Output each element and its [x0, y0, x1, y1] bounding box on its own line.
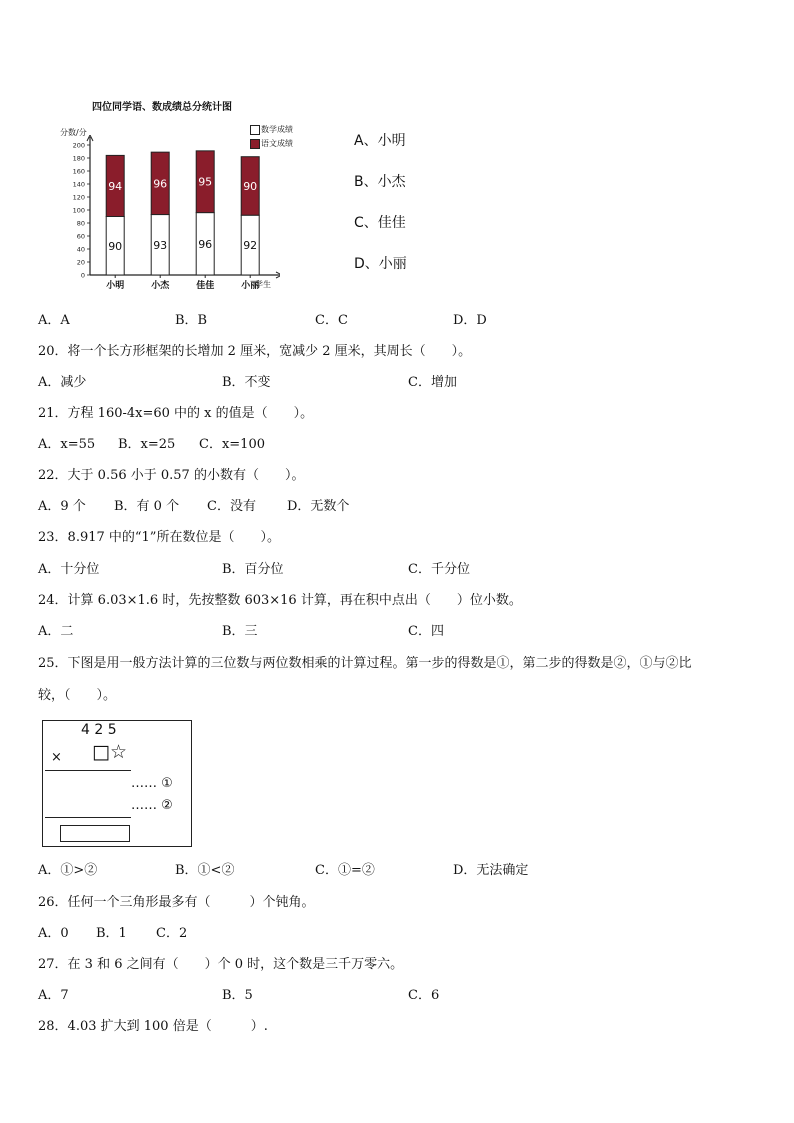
legend-label-math: 数学成绩	[261, 125, 293, 134]
chart-option-d[interactable]: D、小丽	[354, 256, 407, 272]
q25-text-line2: 较，（ ）。	[38, 688, 117, 703]
q19-option-a[interactable]: A．A	[38, 313, 70, 328]
q23-option-a[interactable]: A．十分位	[38, 562, 100, 577]
q20-option-c[interactable]: C．增加	[408, 375, 457, 390]
q24-option-b[interactable]: B．三	[222, 624, 258, 639]
multiplication-figure	[42, 720, 192, 847]
y-tick-label: 40	[76, 245, 85, 254]
chart-ticks	[73, 142, 90, 280]
chart-bars	[106, 151, 259, 275]
q21-option-c[interactable]: C．x=100	[199, 437, 265, 452]
q19-option-b[interactable]: B．B	[175, 313, 208, 328]
category-label: 小杰	[151, 281, 170, 290]
q26-option-c[interactable]: C．2	[156, 926, 188, 941]
q25-text-line1: 25．下图是用一般方法计算的三位数与两位数相乘的计算过程。第一步的得数是①，第二步的得数是②，①与②比	[38, 656, 692, 671]
q21-text: 21．方程 160-4x=60 中的 x 的值是（ ）。	[38, 406, 314, 421]
q20-option-a[interactable]: A．减少	[38, 375, 87, 390]
q27-text: 27．在 3 和 6 之间有（ ）个 0 时，这个数是三千万零六。	[38, 957, 404, 972]
q22-option-d[interactable]: D．无数个	[287, 499, 350, 514]
figure-line-1	[45, 770, 131, 771]
y-tick-label: 80	[76, 219, 85, 228]
bar-chart	[60, 135, 280, 290]
legend-label-chinese: 语文成绩	[261, 139, 293, 148]
q22-option-b[interactable]: B．有 0 个	[114, 499, 180, 514]
y-tick-label: 160	[72, 167, 85, 176]
data-label-math: 90	[108, 239, 123, 253]
figure-line-2	[45, 817, 131, 818]
data-label-chinese: 94	[108, 179, 123, 193]
data-label-chinese: 96	[153, 177, 168, 191]
q27-option-a[interactable]: A．7	[38, 988, 69, 1003]
figure-step1: …… ①	[131, 776, 173, 791]
y-tick-label: 200	[72, 141, 85, 150]
q23-text: 23．8.917 中的“1”所在数位是（ ）。	[38, 530, 280, 545]
q21-option-b[interactable]: B．x=25	[118, 437, 176, 452]
q20-text: 20．将一个长方形框架的长增加 2 厘米，宽减少 2 厘米，其周长（ ）。	[38, 344, 472, 359]
q23-option-c[interactable]: C．千分位	[408, 562, 470, 577]
q26-option-b[interactable]: B．1	[96, 926, 127, 941]
y-axis-label: 分数/分	[60, 128, 87, 137]
figure-step2: …… ②	[131, 798, 173, 813]
legend-swatch-math	[250, 125, 260, 135]
figure-times-sign: ×	[51, 750, 62, 765]
figure-top-number: 4 2 5	[81, 722, 117, 738]
category-label: 小丽	[241, 281, 260, 290]
figure-shapes: □☆	[92, 741, 127, 763]
data-label-math: 96	[198, 237, 213, 251]
q24-option-c[interactable]: C．四	[408, 624, 444, 639]
q27-option-b[interactable]: B．5	[222, 988, 253, 1003]
x-axis-label: 学生	[255, 280, 271, 289]
y-tick-label: 140	[72, 180, 85, 189]
q26-option-a[interactable]: A．0	[38, 926, 69, 941]
q20-option-b[interactable]: B．不变	[222, 375, 271, 390]
data-label-chinese: 95	[198, 175, 213, 189]
chart-title: 四位同学语、数成绩总分统计图	[92, 102, 232, 113]
data-label-math: 93	[153, 238, 168, 252]
q22-text: 22．大于 0.56 小于 0.57 的小数有（ ）。	[38, 468, 305, 483]
chart-option-c[interactable]: C、佳佳	[354, 215, 406, 231]
q25-option-d[interactable]: D．无法确定	[453, 863, 529, 878]
figure-answer-box	[60, 825, 130, 842]
chart-option-a[interactable]: A、小明	[354, 133, 406, 149]
q25-option-b[interactable]: B．①<②	[175, 863, 235, 878]
q25-option-c[interactable]: C．①=②	[315, 863, 375, 878]
category-label: 佳佳	[196, 281, 215, 290]
chart-categories	[106, 275, 259, 290]
q27-option-c[interactable]: C．6	[408, 988, 440, 1003]
q26-text: 26．任何一个三角形最多有（ ）个钝角。	[38, 895, 315, 910]
q19-option-c[interactable]: C．C	[315, 313, 348, 328]
y-tick-label: 100	[72, 206, 85, 215]
y-tick-label: 0	[80, 271, 85, 280]
q23-option-b[interactable]: B．百分位	[222, 562, 284, 577]
q28-text: 28．4.03 扩大到 100 倍是（ ）.	[38, 1019, 268, 1034]
q19-option-d[interactable]: D．D	[453, 313, 487, 328]
y-tick-label: 180	[72, 154, 85, 163]
q24-text: 24．计算 6.03×1.6 时，先按整数 603×16 计算，再在积中点出（ ）位小数。	[38, 593, 522, 608]
q22-option-a[interactable]: A．9 个	[38, 499, 86, 514]
q22-option-c[interactable]: C．没有	[207, 499, 256, 514]
data-label-chinese: 90	[243, 179, 258, 193]
q21-option-a[interactable]: A．x=55	[38, 437, 96, 452]
q25-option-a[interactable]: A．①>②	[38, 863, 98, 878]
data-label-math: 92	[243, 239, 258, 253]
q24-option-a[interactable]: A．二	[38, 624, 74, 639]
y-tick-label: 60	[76, 232, 85, 241]
y-tick-label: 20	[76, 258, 85, 267]
category-label: 小明	[106, 281, 125, 290]
chart-option-b[interactable]: B、小杰	[354, 174, 406, 190]
y-tick-label: 120	[72, 193, 85, 202]
